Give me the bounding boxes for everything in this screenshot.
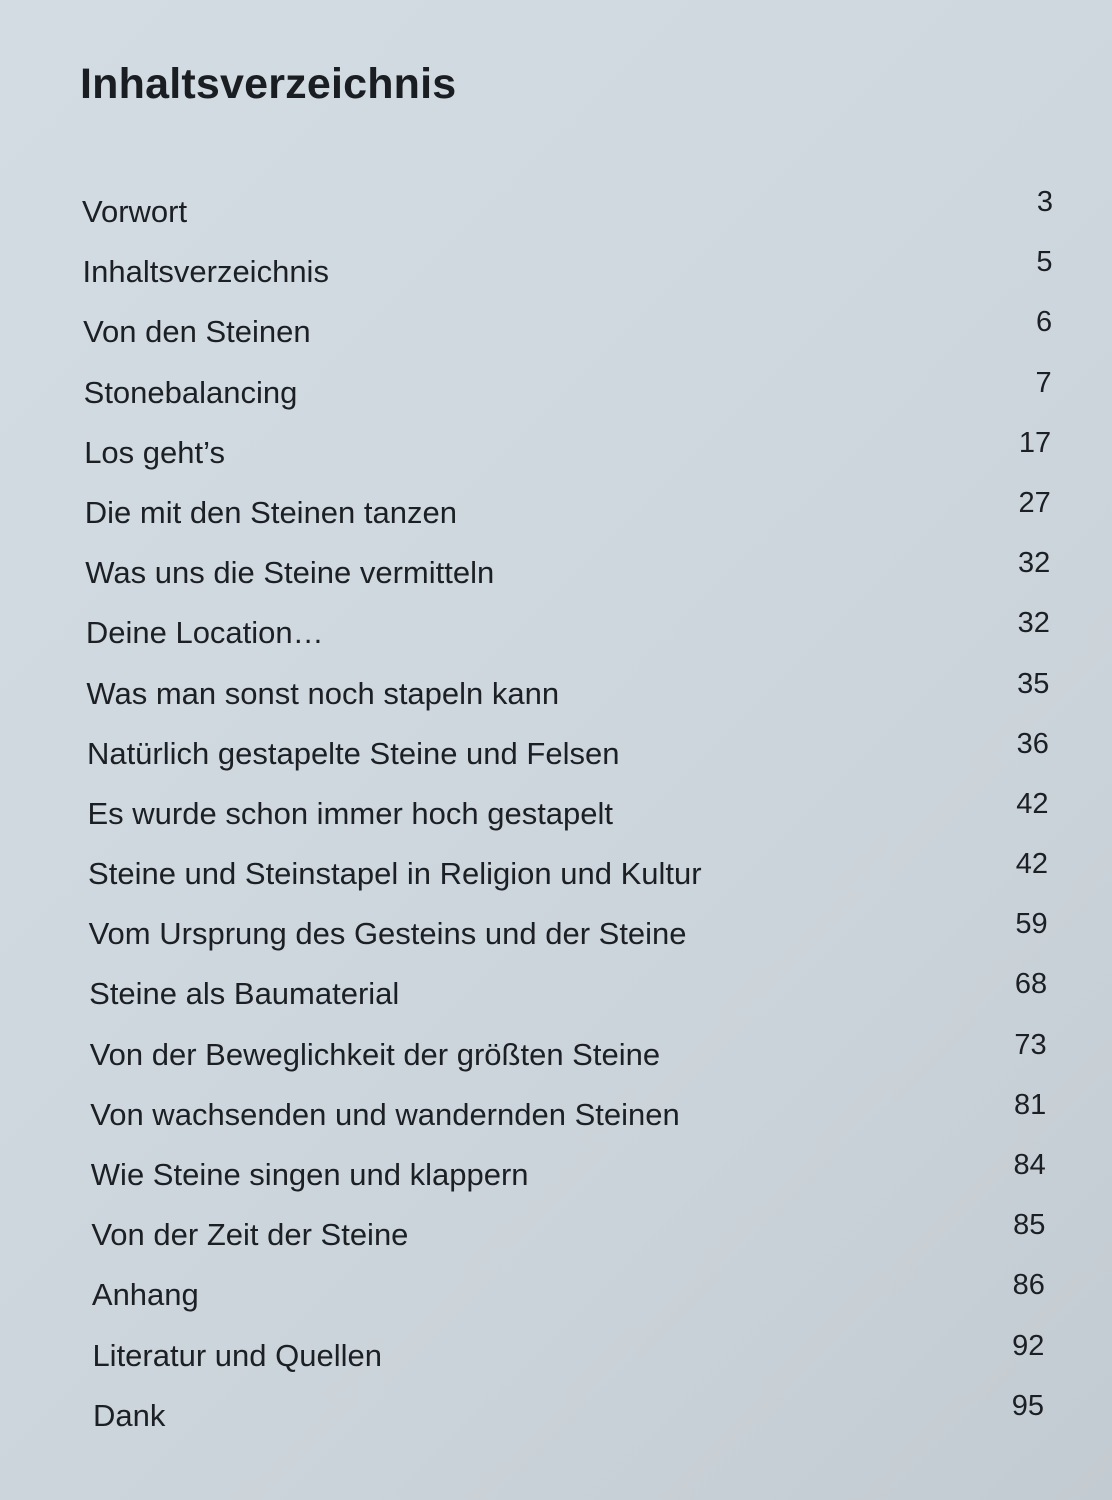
toc-entry: [0, 902, 1112, 962]
toc-entry-page-number: 7: [1035, 366, 1052, 399]
toc-entry-title: Von der Zeit der Steine: [91, 1217, 409, 1253]
toc-entry-page-number: 81: [1013, 1088, 1047, 1121]
toc-entry-page-number: 59: [1015, 908, 1048, 941]
toc-entry: [0, 722, 1112, 782]
toc-entry: [0, 962, 1112, 1022]
toc-entry-title: Von wachsenden und wandernden Steinen: [90, 1096, 680, 1132]
page-title: Inhaltsverzeichnis: [80, 60, 457, 108]
toc-entry-title: Los geht’s: [84, 434, 225, 470]
toc-entry-page-number: 3: [1036, 186, 1053, 218]
toc-entry-page-number: 5: [1036, 246, 1053, 279]
toc-entry-page-number: 73: [1014, 1028, 1047, 1061]
toc-entry-page-number: 85: [1013, 1209, 1046, 1242]
toc-entry: [0, 1143, 1112, 1203]
toc-entry: [0, 300, 1112, 360]
toc-entry-page-number: 36: [1016, 727, 1049, 760]
toc-entry-title: Von der Beweglichkeit der größten Steine: [89, 1036, 661, 1072]
toc-entry-page-number: 32: [1018, 547, 1051, 580]
toc-entry-page-number: 86: [1012, 1269, 1045, 1302]
toc-entry: [0, 481, 1112, 541]
toc-entry-page-number: 68: [1014, 968, 1048, 1001]
toc-entry-title: Was uns die Steine vermitteln: [85, 555, 495, 591]
toc-entry: [0, 842, 1112, 902]
toc-entry-title: Von den Steinen: [83, 314, 311, 350]
toc-entry: [0, 1083, 1112, 1143]
toc-entry: [0, 1023, 1112, 1083]
toc-entry-page-number: 6: [1035, 306, 1053, 339]
toc-entry: [0, 1324, 1112, 1384]
toc-entry: [0, 180, 1112, 240]
toc-entry-page-number: 95: [1011, 1389, 1044, 1422]
toc-entry: [0, 240, 1112, 300]
toc-entry-title: Literatur und Quellen: [92, 1337, 382, 1373]
toc-entry: [0, 1263, 1112, 1323]
toc-list: [0, 180, 1112, 1444]
toc-entry-title: Deine Location…: [85, 615, 324, 651]
toc-entry: [0, 361, 1112, 421]
toc-entry-page-number: 92: [1012, 1329, 1045, 1362]
toc-entry-title: Dank: [93, 1397, 166, 1433]
toc-entry: [0, 662, 1112, 722]
toc-entry-page-number: 42: [1016, 787, 1049, 820]
toc-entry-page-number: 42: [1015, 848, 1049, 881]
toc-entry: [0, 601, 1112, 661]
toc-entry: [0, 782, 1112, 842]
toc-entry: [0, 1384, 1112, 1444]
toc-entry-title: Vom Ursprung des Gesteins und der Steine: [88, 916, 687, 952]
toc-entry-title: Wie Steine singen und klappern: [90, 1157, 529, 1192]
toc-entry-title: Was man sonst noch stapeln kann: [86, 675, 560, 711]
toc-entry-page-number: 35: [1017, 667, 1050, 700]
toc-entry-title: Inhaltsverzeichnis: [82, 254, 329, 290]
toc-entry-page-number: 32: [1017, 607, 1050, 640]
toc-entry-title: Es wurde schon immer hoch gestapelt: [87, 795, 614, 831]
toc-entry-title: Vorwort: [82, 194, 188, 229]
toc-entry-page-number: 17: [1018, 426, 1052, 459]
toc-entry-title: Natürlich gestapelte Steine und Felsen: [86, 735, 620, 771]
toc-entry-title: Anhang: [91, 1277, 199, 1313]
toc-entry: [0, 1203, 1112, 1263]
toc-entry-page-number: 27: [1018, 486, 1051, 519]
toc-entry: [0, 541, 1112, 601]
toc-entry-title: Stonebalancing: [83, 374, 298, 410]
toc-entry-title: Die mit den Steinen tanzen: [84, 494, 457, 530]
toc-entry-title: Steine und Steinstapel in Religion und Kultur: [88, 856, 702, 892]
toc-entry: [0, 421, 1112, 481]
toc-entry-page-number: 84: [1013, 1149, 1046, 1181]
toc-entry-title: Steine als Baumaterial: [89, 976, 400, 1012]
